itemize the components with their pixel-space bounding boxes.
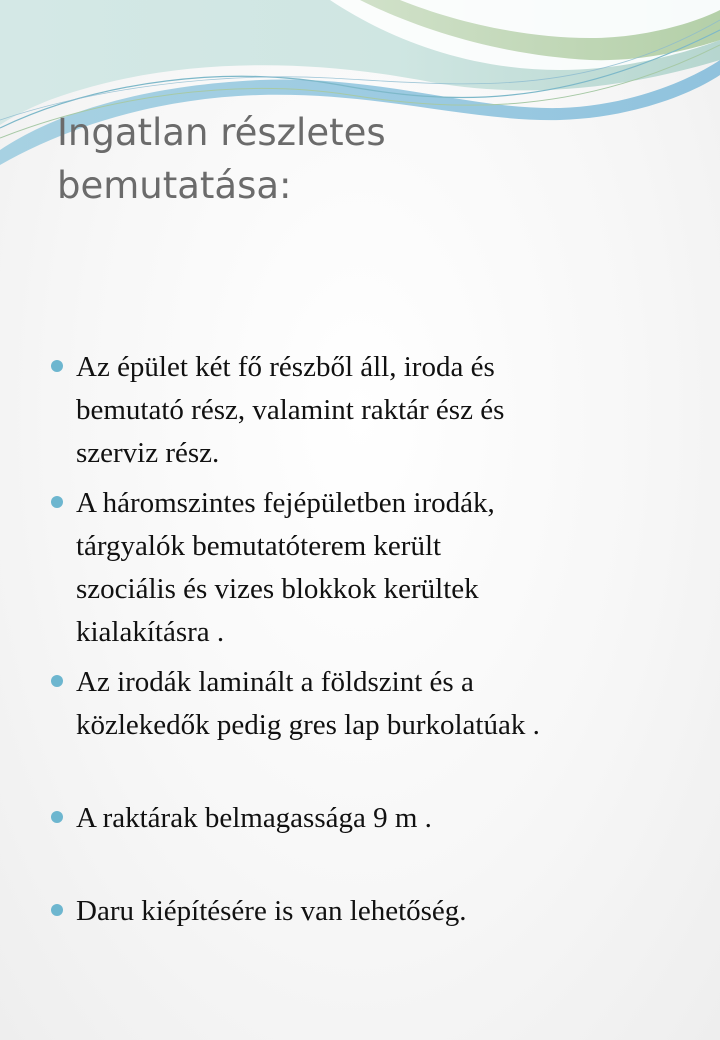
bullet-text-line: Az irodák laminált a földszint és a <box>76 666 474 698</box>
bullet-text-line: közlekedők pedig gres lap burkolatúak . <box>76 709 540 741</box>
bullet-dot-icon <box>51 675 63 687</box>
bullet-item <box>48 346 698 475</box>
title-line: Ingatlan részletes <box>57 111 386 154</box>
bullet-list <box>48 346 698 933</box>
bullet-text-line: Daru kiépítésére is van lehetőség. <box>76 895 467 927</box>
bullet-dot-icon <box>51 904 63 916</box>
bullet-text-line: szociális és vizes blokkok kerültek <box>76 573 479 605</box>
bullet-item <box>48 797 698 840</box>
title-line: bemutatása: <box>57 164 292 207</box>
bullet-dot-icon <box>51 496 63 508</box>
bullet-text-line: szerviz rész. <box>76 437 220 469</box>
bullet-dot-icon <box>51 811 63 823</box>
bullet-item <box>48 890 698 933</box>
slide-title <box>57 106 617 212</box>
bullet-text-line: bemutató rész, valamint raktár ész és <box>76 394 505 426</box>
bullet-dot-icon <box>51 360 63 372</box>
bullet-text-line: A háromszintes fejépületben irodák, <box>76 487 495 519</box>
bullet-text-line: tárgyalók bemutatóterem került <box>76 530 442 562</box>
bullet-item <box>48 661 698 747</box>
bullet-text-line: kialakításra . <box>76 616 225 648</box>
bullet-text-line: Az épület két fő részből áll, iroda és <box>76 351 495 383</box>
bullet-text-line: A raktárak belmagassága 9 m . <box>76 802 432 834</box>
bullet-item <box>48 482 698 654</box>
